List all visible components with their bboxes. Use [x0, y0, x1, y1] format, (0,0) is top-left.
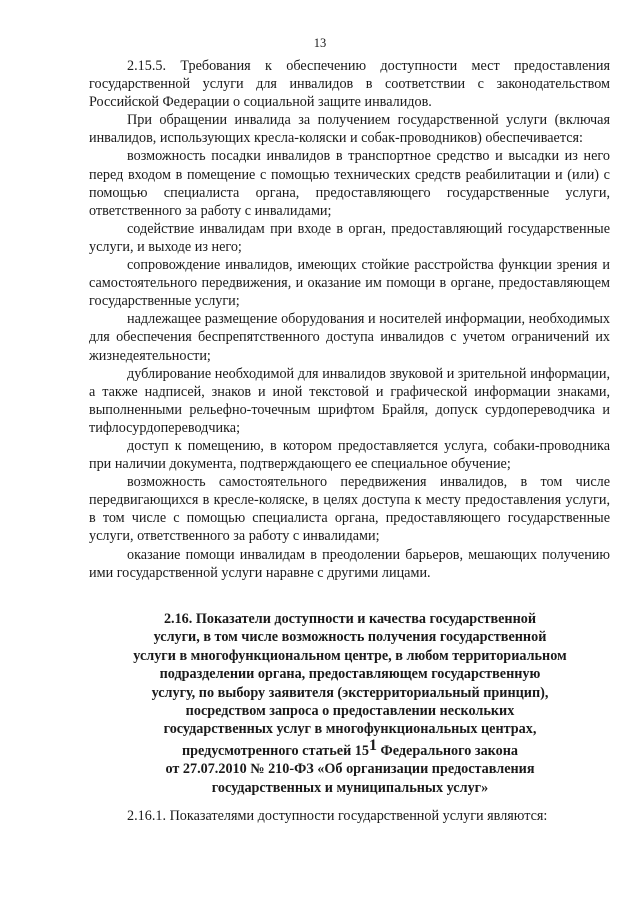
- body-text: [89, 57, 610, 582]
- paragraph-item: дублирование необходимой для инвалидов звуковой и зрительной информации, а также надписей, знаков и иной текстовой и графической информации знаками, выполненными рельефно-точечным шрифтом Брайля, допуск сурдопереводчика и тифлосурдопереводчика;: [89, 365, 610, 436]
- heading-line-article: [110, 736, 590, 760]
- heading-line: услугу, по выбору заявителя (экстерриториальный принцип),: [151, 684, 549, 701]
- heading-line: государственных услуг в многофункциональных центрах,: [163, 721, 537, 738]
- heading-line: от 27.07.2010 № 210-ФЗ «Об организации предоставления: [165, 761, 535, 778]
- paragraph-item: сопровождение инвалидов, имеющих стойкие расстройства функции зрения и самостоятельного передвижения, и оказание им помощи в органе, предоставляющем государственные услуги;: [89, 257, 610, 310]
- heading-line: услуги, в том числе возможность получения государственной: [153, 629, 547, 646]
- paragraph-intro: При обращении инвалида за получением государственной услуги (включая инвалидов, использующих кресла-коляски и собак-проводников) обеспечивается:: [89, 112, 610, 147]
- heading-article-superscript: 1: [369, 736, 377, 754]
- heading-law-text: Федерального закона: [377, 742, 519, 759]
- paragraph-item: содействие инвалидам при входе в орган, предоставляющий государственные услуги, и выходе из него;: [89, 220, 610, 255]
- paragraph-2-15-5: 2.15.5. Требования к обеспечению доступности мест предоставления государственной услуги для инвалидов в соответствии с законодательством Российской Федерации о социальной защите инвалидов.: [89, 58, 610, 111]
- heading-line: посредством запроса о предоставлении нескольких: [185, 703, 515, 720]
- heading-article-text: предусмотренного статьей 15: [181, 742, 369, 759]
- section-heading-2-16: [110, 610, 590, 797]
- heading-line: услуги в многофункциональном центре, в любом территориальном: [133, 647, 567, 664]
- page-number: 13: [313, 36, 327, 50]
- paragraph-item: надлежащее размещение оборудования и носителей информации, необходимых для обеспечения беспрепятственного доступа инвалидов с учетом ограничений их жизнедеятельности;: [89, 311, 610, 364]
- paragraph-item: возможность самостоятельного передвижения инвалидов, в том числе передвигающихся в кресле-коляске, в целях доступа к месту предоставления услуги, в том числе с помощью специалиста органа, предоставляющего государственные услуги, ответственного за работу с инвалидами;: [89, 474, 610, 545]
- paragraph-item: возможность посадки инвалидов в транспортное средство и высадки из него перед входом в помещение с помощью технических средств реабилитации и (или) с помощью специалиста органа, предоставляющего государственные услуги, ответственного за работу с инвалидами;: [89, 148, 610, 219]
- heading-line: 2.16. Показатели доступности и качества государственной: [163, 611, 537, 627]
- paragraph-item: доступ к помещению, в котором предоставляется услуга, собаки-проводника при наличии документа, подтверждающего ее специальное обучение;: [89, 437, 610, 473]
- paragraph-item: оказание помощи инвалидам в преодолении барьеров, мешающих получению ими государственной услуги наравне с другими лицами.: [89, 546, 610, 581]
- heading-line: государственных и муниципальных услуг»: [211, 779, 489, 796]
- paragraph-2-16-1: 2.16.1. Показателями доступности государственной услуги являются:: [127, 808, 548, 824]
- paragraph-2-16-1-block: [89, 807, 610, 825]
- heading-line: подразделении органа, предоставляющем государственную: [159, 666, 541, 683]
